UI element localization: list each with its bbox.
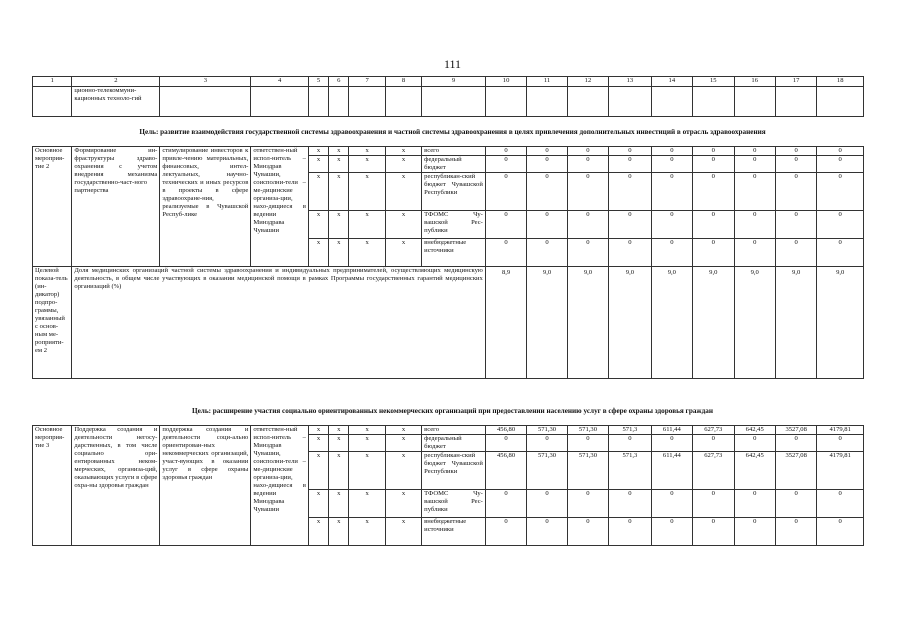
funding-value: 0 — [775, 435, 816, 452]
column-number: 9 — [422, 77, 486, 87]
funding-value: 0 — [651, 518, 692, 546]
funding-row — [33, 426, 864, 435]
indicator-text: Доля медицинских организаций частной системы здравоохранения и индивидуальных предпринимателей, осуществляющих медицинскую деятельность, в общем числе участвующих в оказании медицинской помощи в рамках Программы государственных гарантий медицинских организаций (%) — [72, 267, 485, 379]
budget-code-mark: x — [385, 452, 421, 490]
funding-value: 571,30 — [567, 426, 608, 435]
funding-value: 627,73 — [693, 426, 734, 435]
funding-value: 0 — [775, 211, 816, 239]
measure-label: Основное мероприя-тие 3 — [33, 426, 72, 546]
funding-value: 0 — [734, 147, 775, 156]
funding-value: 0 — [651, 435, 692, 452]
budget-code-mark: x — [308, 147, 328, 156]
funding-value: 0 — [651, 239, 692, 267]
budget-code-mark: x — [308, 452, 328, 490]
column-number-row — [33, 77, 864, 87]
funding-value: 0 — [527, 490, 567, 518]
funding-value: 0 — [651, 490, 692, 518]
funding-value: 0 — [775, 490, 816, 518]
funding-value: 0 — [817, 239, 864, 267]
funding-value: 0 — [817, 156, 864, 173]
budget-code-mark: x — [308, 173, 328, 211]
budget-code-mark: x — [329, 518, 349, 546]
column-number: 2 — [72, 77, 160, 87]
funding-value: 0 — [734, 156, 775, 173]
funding-value: 0 — [775, 173, 816, 211]
funding-source: республикан-ский бюджет Чувашской Республики — [422, 452, 486, 490]
funding-value: 0 — [567, 490, 608, 518]
funding-value: 4179,81 — [817, 426, 864, 435]
funding-value: 0 — [693, 173, 734, 211]
funding-value: 4179,81 — [817, 452, 864, 490]
funding-value: 0 — [567, 147, 608, 156]
measure-executor: ответствен-ный испол-нитель – Минздрав Чувашии, соисполни-тели – ме-дицинские организа-ции, нахо-дящиеся в ведении Минздрава Чувашии — [251, 426, 309, 546]
funding-row — [33, 147, 864, 156]
measure-name: Формирование ин-фраструктуры здраво-охранения с учетом внедрения механизма государственно-част-ного партнерства — [72, 147, 160, 267]
budget-code-mark: x — [385, 211, 421, 239]
budget-code-mark: x — [308, 490, 328, 518]
funding-value: 642,45 — [734, 426, 775, 435]
funding-value: 571,3 — [609, 426, 651, 435]
funding-value: 0 — [567, 435, 608, 452]
funding-value: 0 — [817, 490, 864, 518]
funding-source: ТФОМС Чу-вашской Рес-публики — [422, 490, 486, 518]
funding-value: 0 — [775, 518, 816, 546]
continuation-row — [33, 87, 864, 117]
funding-source: всего — [422, 426, 486, 435]
page-number: 111 — [443, 57, 462, 71]
budget-code-mark: x — [349, 518, 385, 546]
funding-value: 0 — [817, 435, 864, 452]
budget-code-mark: x — [329, 239, 349, 267]
budget-code-mark: x — [349, 435, 385, 452]
funding-value: 0 — [817, 147, 864, 156]
funding-value: 0 — [527, 173, 567, 211]
funding-value: 0 — [567, 518, 608, 546]
indicator-value: 9,0 — [527, 267, 567, 379]
budget-code-mark: x — [349, 156, 385, 173]
measure-2-table — [32, 146, 864, 379]
indicator-row — [33, 267, 864, 379]
funding-value: 611,44 — [651, 452, 692, 490]
indicator-value: 9,0 — [651, 267, 692, 379]
budget-code-mark: x — [308, 239, 328, 267]
column-number: 5 — [308, 77, 328, 87]
funding-value: 0 — [609, 435, 651, 452]
funding-value: 3527,08 — [775, 452, 816, 490]
funding-value: 611,44 — [651, 426, 692, 435]
budget-code-mark: x — [308, 156, 328, 173]
budget-code-mark: x — [385, 490, 421, 518]
budget-code-mark: x — [349, 452, 385, 490]
funding-value: 0 — [651, 211, 692, 239]
measure-description: стимулирование инвесторов к привле-чению материальных, финансовых, интел-лектуальных, научно-технических и иных ресурсов в проекты в сфере здравоохране-ния, реализуемые в Чувашской Респуб-лике — [160, 147, 251, 267]
budget-code-mark: x — [385, 239, 421, 267]
funding-value: 0 — [485, 239, 526, 267]
column-number: 13 — [609, 77, 651, 87]
funding-value: 0 — [734, 211, 775, 239]
budget-code-mark: x — [308, 211, 328, 239]
budget-code-mark: x — [329, 147, 349, 156]
budget-code-mark: x — [385, 435, 421, 452]
column-number: 16 — [734, 77, 775, 87]
funding-value: 0 — [651, 156, 692, 173]
column-number: 8 — [385, 77, 421, 87]
funding-value: 0 — [609, 239, 651, 267]
funding-value: 0 — [693, 156, 734, 173]
indicator-value: 9,0 — [775, 267, 816, 379]
column-number: 6 — [329, 77, 349, 87]
funding-value: 0 — [693, 490, 734, 518]
goal-heading-1: Цель: развитие взаимодействия государственной системы здравоохранения и частной системы здравоохранения в целях привлечения дополнительных инвестиций в отрасль здравоохранения — [139, 128, 766, 136]
funding-source: федеральный бюджет — [422, 435, 486, 452]
budget-code-mark: x — [329, 173, 349, 211]
funding-value: 0 — [817, 211, 864, 239]
budget-code-mark: x — [349, 147, 385, 156]
funding-value: 0 — [734, 239, 775, 267]
funding-value: 0 — [485, 173, 526, 211]
funding-value: 0 — [485, 147, 526, 156]
funding-value: 0 — [609, 518, 651, 546]
indicator-value: 8,9 — [485, 267, 526, 379]
funding-value: 0 — [527, 211, 567, 239]
budget-code-mark: x — [385, 518, 421, 546]
measure-executor: ответствен-ный испол-нитель – Минздрав Чувашии, соисполни-тели – ме-дицинские организа-ции, нахо-дящиеся в ведении Минздрава Чувашии — [251, 147, 309, 267]
budget-code-mark: x — [349, 239, 385, 267]
budget-code-mark: x — [308, 518, 328, 546]
funding-source: всего — [422, 147, 486, 156]
column-number: 10 — [485, 77, 526, 87]
funding-value: 0 — [734, 435, 775, 452]
budget-code-mark: x — [349, 211, 385, 239]
funding-value: 0 — [485, 518, 526, 546]
funding-value: 0 — [775, 239, 816, 267]
column-number: 1 — [33, 77, 72, 87]
indicator-value: 9,0 — [734, 267, 775, 379]
column-number: 18 — [817, 77, 864, 87]
funding-value: 0 — [609, 211, 651, 239]
funding-value: 0 — [567, 239, 608, 267]
funding-value: 0 — [485, 156, 526, 173]
budget-code-mark: x — [329, 435, 349, 452]
funding-value: 571,3 — [609, 452, 651, 490]
funding-value: 0 — [609, 490, 651, 518]
funding-value: 571,30 — [567, 452, 608, 490]
cell — [33, 87, 72, 117]
indicator-value: 9,0 — [567, 267, 608, 379]
column-number: 3 — [160, 77, 251, 87]
budget-code-mark: x — [349, 426, 385, 435]
funding-value: 0 — [651, 173, 692, 211]
funding-value: 456,80 — [485, 426, 526, 435]
measure-label: Основное мероприя-тие 2 — [33, 147, 72, 267]
cont-activity: ционно-телекоммуни-кационных техноло-гий — [72, 87, 160, 117]
funding-value: 0 — [609, 147, 651, 156]
column-number: 4 — [251, 77, 309, 87]
funding-value: 0 — [527, 518, 567, 546]
funding-source: ТФОМС Чу-вашской Рес-публики — [422, 211, 486, 239]
budget-code-mark: x — [385, 156, 421, 173]
funding-value: 0 — [693, 435, 734, 452]
funding-value: 456,80 — [485, 452, 526, 490]
funding-value: 3527,08 — [775, 426, 816, 435]
budget-code-mark: x — [385, 426, 421, 435]
budget-code-mark: x — [349, 490, 385, 518]
funding-value: 627,73 — [693, 452, 734, 490]
funding-source: федеральный бюджет — [422, 156, 486, 173]
indicator-value: 9,0 — [817, 267, 864, 379]
funding-value: 0 — [485, 490, 526, 518]
measure-description: поддержка создания и деятельности соци-ально ориентирован-ных некоммерческих организаций, участ-вующих в оказании услуг в сфере охраны здоровья граждан — [160, 426, 251, 546]
funding-value: 0 — [527, 435, 567, 452]
funding-source: внебюджетные источники — [422, 518, 486, 546]
funding-value: 0 — [527, 147, 567, 156]
funding-value: 0 — [693, 239, 734, 267]
funding-value: 0 — [693, 518, 734, 546]
column-number: 17 — [775, 77, 816, 87]
funding-value: 571,30 — [527, 452, 567, 490]
funding-value: 0 — [775, 156, 816, 173]
funding-value: 0 — [567, 156, 608, 173]
funding-value: 0 — [527, 239, 567, 267]
measure-3-table — [32, 425, 864, 546]
budget-code-mark: x — [329, 211, 349, 239]
column-number: 15 — [693, 77, 734, 87]
funding-value: 0 — [485, 435, 526, 452]
budget-code-mark: x — [329, 452, 349, 490]
funding-value: 0 — [651, 147, 692, 156]
budget-code-mark: x — [308, 435, 328, 452]
funding-value: 0 — [609, 173, 651, 211]
column-number: 12 — [567, 77, 608, 87]
column-number: 7 — [349, 77, 385, 87]
indicator-label: Целевой показа-тель (ин-дикатор) подпро-граммы, увязанный с основ-ным ме-роприяти-ем 2 — [33, 267, 72, 379]
indicator-value: 9,0 — [693, 267, 734, 379]
budget-code-mark: x — [329, 426, 349, 435]
budget-code-mark: x — [385, 147, 421, 156]
funding-value: 0 — [485, 211, 526, 239]
funding-value: 0 — [609, 156, 651, 173]
header-table — [32, 76, 864, 117]
funding-source: республикан-ский бюджет Чувашской Республики — [422, 173, 486, 211]
funding-value: 571,30 — [527, 426, 567, 435]
funding-value: 0 — [734, 173, 775, 211]
indicator-value: 9,0 — [609, 267, 651, 379]
budget-code-mark: x — [385, 173, 421, 211]
column-number: 14 — [651, 77, 692, 87]
budget-code-mark: x — [349, 173, 385, 211]
funding-value: 0 — [693, 147, 734, 156]
funding-value: 0 — [567, 211, 608, 239]
budget-code-mark: x — [329, 156, 349, 173]
funding-value: 0 — [775, 147, 816, 156]
funding-value: 0 — [817, 173, 864, 211]
funding-value: 0 — [734, 490, 775, 518]
budget-code-mark: x — [308, 426, 328, 435]
funding-value: 642,45 — [734, 452, 775, 490]
budget-code-mark: x — [329, 490, 349, 518]
funding-value: 0 — [527, 156, 567, 173]
column-number: 11 — [527, 77, 567, 87]
funding-value: 0 — [567, 173, 608, 211]
funding-source: внебюджетные источники — [422, 239, 486, 267]
goal-heading-2: Цель: расширение участия социально ориентированных некоммерческих организаций при предоставлении населению услуг в сфере охраны здоровья граждан — [192, 407, 713, 415]
funding-value: 0 — [693, 211, 734, 239]
funding-value: 0 — [734, 518, 775, 546]
measure-name: Поддержка создания и деятельности негосу-дарственных, в том числе социально ори-ентированных неком-мерческих, организа-ций, оказывающих услуги в сфере охра-ны здоровья граждан — [72, 426, 160, 546]
funding-value: 0 — [817, 518, 864, 546]
